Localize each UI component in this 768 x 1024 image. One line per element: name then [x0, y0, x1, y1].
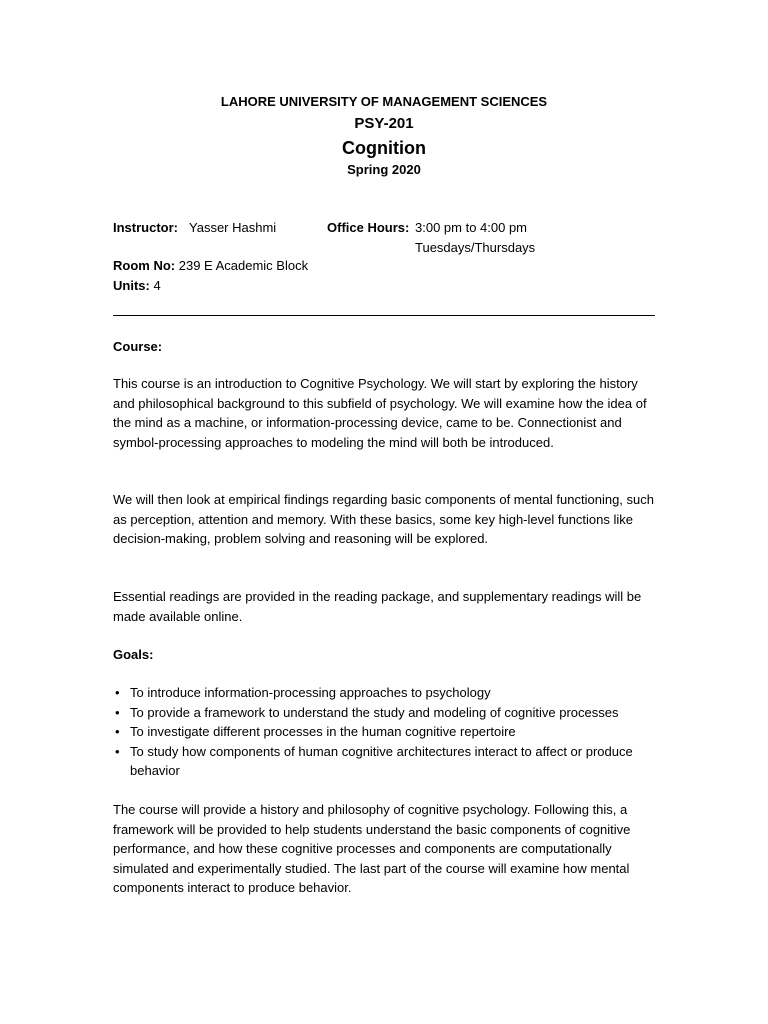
instructor-row: [113, 220, 276, 236]
list-item: [113, 722, 658, 742]
bullet: •: [115, 724, 120, 739]
course-title: Cognition: [342, 138, 426, 158]
goals-heading: Goals:: [113, 647, 154, 662]
room-value: 239 E Academic Block: [178, 258, 309, 273]
closing-paragraph: The course will provide a history and philosophy of cognitive psychology. Following this, a framework will be provided to help students understand the basic components of cognitive performance, and how these cognitive processes and components are computationally simulated and experimentally studied. The last part of the course will examine how mental components interact to produce behavior.: [113, 802, 631, 895]
course-paragraph: This course is an introduction to Cognitive Psychology. We will start by exploring the history and philosophical background to this subfield of psychology. We will examine how the idea of the mind as a machine, or information-processing device, came to be. Connectionist and symbol-processing approaches to modeling the mind will both be introduced.: [113, 376, 647, 450]
bullet: •: [115, 685, 120, 700]
list-item: [113, 742, 658, 781]
bullet: •: [115, 743, 120, 759]
goal-text: To investigate different processes in the human cognitive repertoire: [130, 724, 516, 739]
university-name: LAHORE UNIVERSITY OF MANAGEMENT SCIENCES: [220, 94, 548, 109]
goals-list: [113, 683, 658, 781]
course-paragraph: We will then look at empirical findings regarding basic components of mental functioning, such as perception, attention and memory. With these basics, some key high-level functions like decision-making, problem solving and reasoning will be explored.: [113, 492, 654, 546]
goal-text: To provide a framework to understand the study and modeling of cognitive processes: [130, 704, 619, 720]
units-row: [113, 278, 161, 294]
goal-text: To study how components of human cognitive architectures interact to affect or produce behavior: [130, 743, 633, 778]
instructor-value: Yasser Hashmi: [189, 220, 277, 235]
units-label: Units:: [113, 278, 150, 293]
office-hours-label: Office Hours:: [327, 220, 410, 235]
bullet: •: [115, 704, 120, 720]
course-term: Spring 2020: [347, 162, 421, 177]
header-divider: [113, 315, 655, 316]
office-hours-days: Tuesdays/Thursdays: [415, 240, 536, 255]
list-item: [113, 683, 658, 703]
course-heading: Course:: [113, 339, 163, 354]
goal-text: To introduce information-processing approaches to psychology: [130, 685, 491, 700]
course-code: PSY-201: [354, 115, 414, 132]
instructor-label: Instructor:: [113, 220, 178, 235]
room-label: Room No:: [113, 258, 176, 273]
course-paragraph: Essential readings are provided in the reading package, and supplementary readings will be made available online.: [113, 589, 642, 624]
room-row: [113, 258, 308, 274]
office-hours-time: 3:00 pm to 4:00 pm: [415, 220, 528, 235]
list-item: [113, 703, 658, 723]
units-value: 4: [153, 278, 161, 293]
